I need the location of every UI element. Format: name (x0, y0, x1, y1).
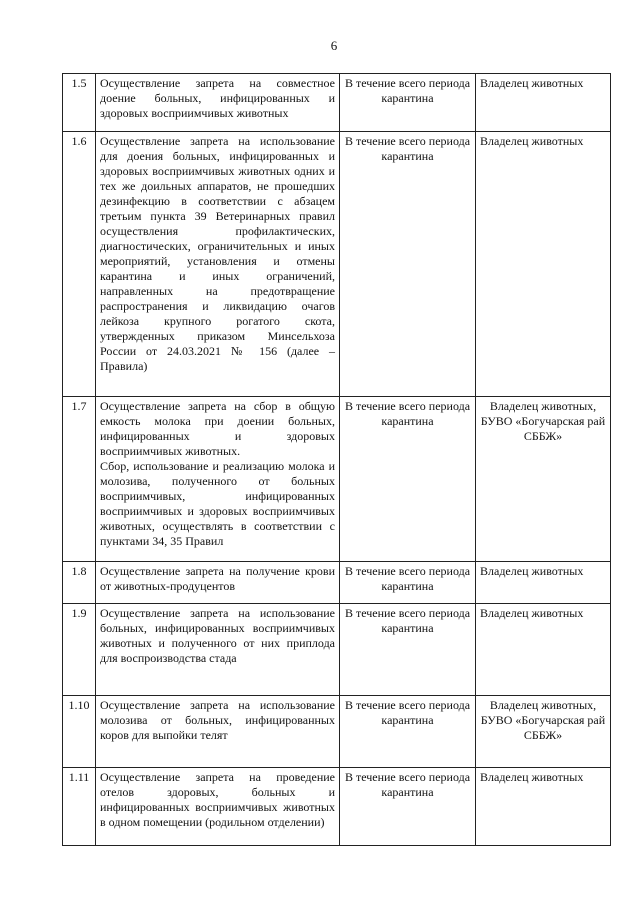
table-row (63, 74, 611, 132)
table-row (63, 768, 611, 846)
row-responsible: Владелец животных (476, 132, 611, 397)
row-term: В течение всего периода карантина (340, 696, 476, 768)
row-action (96, 74, 340, 132)
action-paragraph: Осуществление запрета на получение крови от животных-продуцентов (100, 564, 335, 593)
action-paragraph: Осуществление запрета на использование больных, инфицированных восприимчивых животных и полученного от них приплода для воспроизводства стада (100, 606, 335, 665)
action-paragraph: Осуществление запрета на использование для доения больных, инфицированных и здоровых восприимчивых животных одних и тех же доильных аппаратов, не прошедших дезинфекцию в соответствии с абзацем третьим пункта 39 Ветеринарных правил осуществления профилактических, диагностических, ограничительных и иных мероприятий, установления и отмены карантина и иных ограничений, направленных на предотвращение распространения и ликвидацию очагов лейкоза крупного рогатого скота, утвержденных приказом Минсельхоза России от 24.03.2021 № 156 (далее – Правила) (100, 134, 335, 373)
row-number: 1.9 (63, 604, 96, 696)
row-action (96, 696, 340, 768)
table-row (63, 604, 611, 696)
row-term: В течение всего периода карантина (340, 768, 476, 846)
action-paragraph: Сбор, использование и реализацию молока и молозива, полученного от больных восприимчивых, инфицированных восприимчивых и здоровых восприимчивых животных, осуществлять в соответствии с пунктами 34, 35 Правил (100, 459, 335, 548)
row-responsible: Владелец животных (476, 768, 611, 846)
row-responsible: Владелец животных (476, 604, 611, 696)
row-action (96, 397, 340, 562)
action-paragraph: Осуществление запрета на сбор в общую емкость молока при доении больных, инфицированных и здоровых восприимчивых животных. (100, 399, 335, 458)
action-paragraph: Осуществление запрета на совместное доение больных, инфицированных и здоровых восприимчивых животных (100, 76, 335, 120)
row-responsible: Владелец животных, БУВО «Богучарская рай СББЖ» (476, 696, 611, 768)
row-term: В течение всего периода карантина (340, 397, 476, 562)
row-responsible: Владелец животных (476, 74, 611, 132)
action-paragraph: Осуществление запрета на использование молозива от больных, инфицированных коров для выпойки телят (100, 698, 335, 742)
row-action (96, 562, 340, 604)
page-number: 6 (330, 38, 338, 53)
row-action (96, 604, 340, 696)
table-row (63, 397, 611, 562)
row-term: В течение всего периода карантина (340, 74, 476, 132)
table-row (63, 132, 611, 397)
row-number: 1.8 (63, 562, 96, 604)
measures-table (62, 73, 611, 846)
table-row (63, 696, 611, 768)
row-term: В течение всего периода карантина (340, 562, 476, 604)
row-term: В течение всего периода карантина (340, 132, 476, 397)
row-number: 1.11 (63, 768, 96, 846)
table-row (63, 562, 611, 604)
row-responsible: Владелец животных (476, 562, 611, 604)
row-number: 1.10 (63, 696, 96, 768)
row-action (96, 132, 340, 397)
action-paragraph: Осуществление запрета на проведение отелов здоровых, больных и инфицированных восприимчивых животных в одном помещении (родильном отделении) (100, 770, 335, 829)
row-number: 1.7 (63, 397, 96, 562)
row-number: 1.6 (63, 132, 96, 397)
row-action (96, 768, 340, 846)
row-term: В течение всего периода карантина (340, 604, 476, 696)
row-number: 1.5 (63, 74, 96, 132)
row-responsible: Владелец животных, БУВО «Богучарская рай СББЖ» (476, 397, 611, 562)
